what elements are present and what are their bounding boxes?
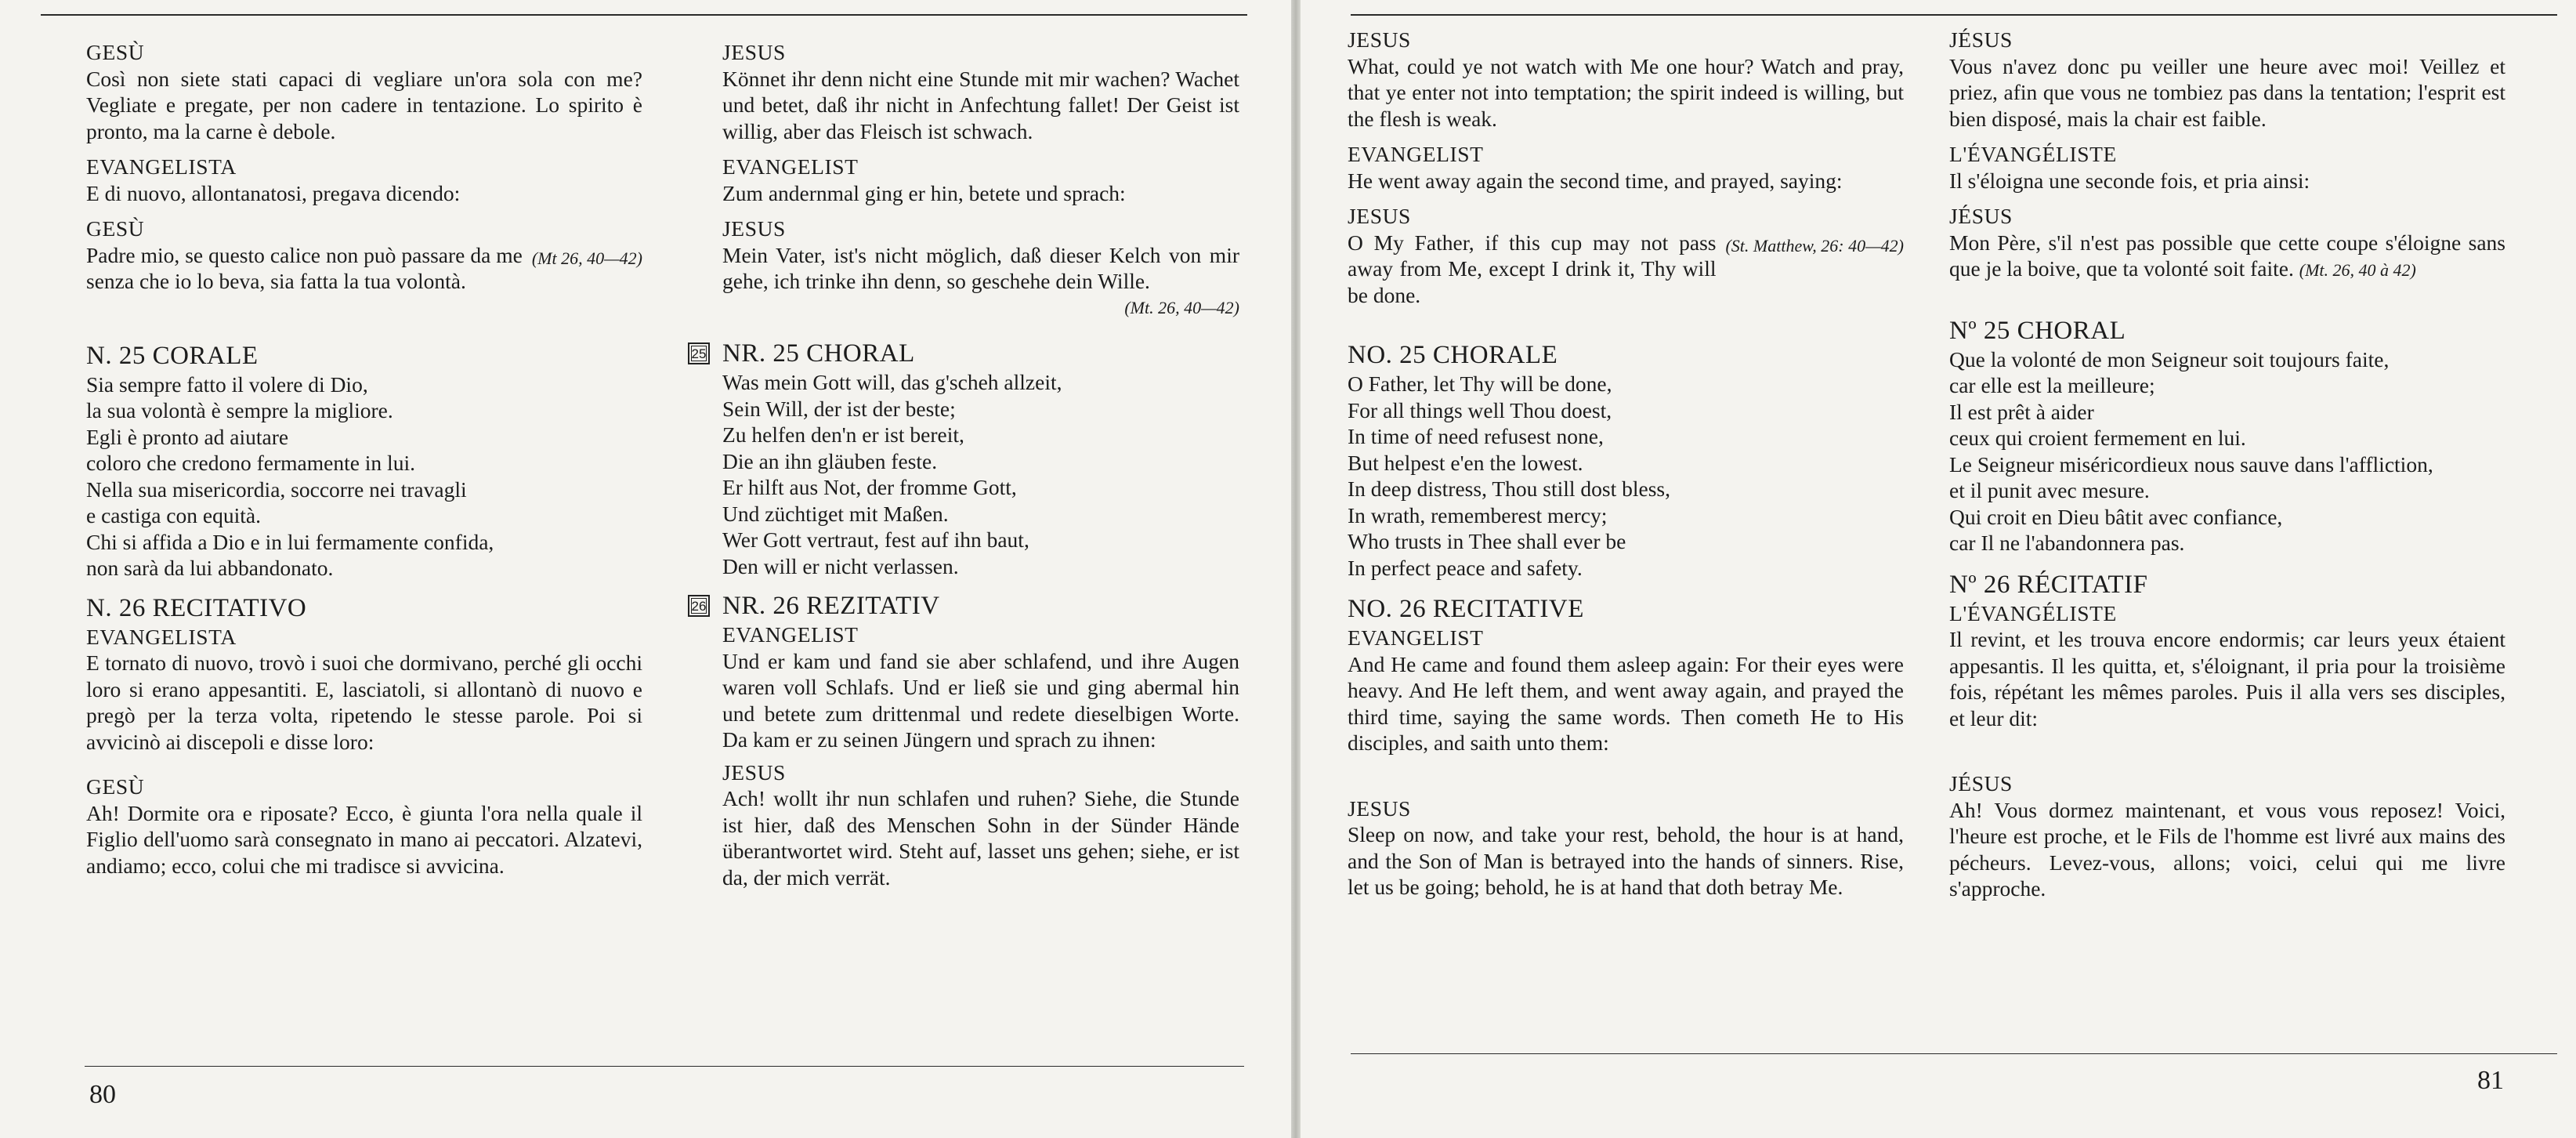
- verse-line: But helpest e'en the lowest.: [1348, 450, 1583, 475]
- section-title: NR. 25 CHORAL: [722, 339, 915, 368]
- speaker-label: EVANGELIST: [1348, 142, 1484, 166]
- chorale-lines: [722, 369, 1239, 579]
- verse-line: Was mein Gott will, das g'scheh allzeit,: [722, 370, 1062, 394]
- page-number: 81: [2477, 1066, 2504, 1095]
- page-number: 80: [89, 1080, 116, 1109]
- passage-text: Und er kam und fand sie aber schlafend, und ihre Augen waren voll Schlafs. Und er ließ sie und ging abermal hin und betete zum drittenmal und redete dieselbigen Worte. Da kam er zu seinen Jüngern und sprach zu ihnen:: [722, 648, 1239, 752]
- passage-text: What, could ye not watch with Me one hour? Watch and pray, that ye enter not into temptation; the spirit indeed is willing, but the flesh is weak.: [1348, 53, 1904, 131]
- top-rule: [41, 14, 1247, 16]
- verse-line: Den will er nicht verlassen.: [722, 553, 959, 578]
- verse-line: coloro che credono fermamente in lui.: [86, 451, 415, 475]
- speaker-label: JESUS: [1348, 796, 1411, 821]
- verse-line: In time of need refusest none,: [1348, 424, 1604, 448]
- verse-line: In deep distress, Thou still dost bless,: [1348, 477, 1670, 501]
- speaker-label: JÉSUS: [1949, 27, 2013, 52]
- speaker-label: EVANGELISTA: [86, 154, 237, 179]
- passage-text: (St. Matthew, 26: 40—42) O My Father, if this cup may not pass away from Me, except I drink it, Thy will be done.: [1348, 230, 1904, 307]
- speaker-label: EVANGELIST: [722, 622, 859, 647]
- speaker-label: GESÙ: [86, 216, 145, 241]
- english-column: [1348, 27, 1904, 901]
- book-gutter: [1291, 0, 1301, 1138]
- bottom-rule: [1351, 1053, 2557, 1054]
- passage-text: (Mt 26, 40—42) Padre mio, se questo calice non può passare da me senza che io lo beva, sia fatta la tua volontà.: [86, 242, 642, 293]
- passage-text: Zum andernmal ging er hin, betete und sprach:: [722, 180, 1126, 205]
- verse-line: Die an ihn gläuben feste.: [722, 448, 938, 473]
- section-title: NO. 25 CHORALE: [1348, 341, 1558, 369]
- french-column: [1949, 27, 2505, 902]
- german-column: [691, 39, 1239, 890]
- passage-text: E tornato di nuovo, trovò i suoi che dormivano, perché gli occhi loro si erano appesantiti. E, lasciatoli, si allontanò di nuovo e pregò per la terza volta, ripetendo le stesse parole. Poi si avvicinò ai discepoli e disse loro:: [86, 651, 642, 754]
- verse-line: Il est prêt à aider: [1949, 399, 2094, 424]
- section-title: N. 26 RECITATIVO: [86, 593, 307, 622]
- section-heading: [691, 338, 1239, 369]
- section-heading: [691, 590, 1239, 622]
- verse-line: Er hilft aus Not, der fromme Gott,: [722, 475, 1017, 499]
- verse-line: Wer Gott vertraut, fest auf ihn baut,: [722, 527, 1029, 552]
- passage-text: Il s'éloigna une seconde fois, et pria ainsi:: [1949, 168, 2310, 193]
- verse-line: Le Seigneur miséricordieux nous sauve dans l'affliction,: [1949, 451, 2433, 477]
- speaker-label: EVANGELIST: [722, 154, 859, 179]
- verse-line: non sarà da lui abbandonato.: [86, 556, 334, 580]
- verse-line: Chi si affida a Dio e in lui fermamente confida,: [86, 529, 494, 554]
- passage-text: Il revint, et les trouva encore endormis; car leurs yeux étaient appesantis. Il les quitta, et, s'éloignant, il pria pour la troisième fois, répétant les mêmes paroles. Puis il alla vers ses disciples, et leur dit:: [1949, 627, 2505, 730]
- verse-line: In perfect peace and safety.: [1348, 555, 1583, 580]
- verse-line: la sua volontà è sempre la migliore.: [86, 398, 393, 422]
- verse-line: Nella sua misericordia, soccorre nei travagli: [86, 477, 467, 502]
- verse-line: Sein Will, der ist der beste;: [722, 396, 956, 421]
- chorale-lines: [1949, 346, 2505, 556]
- speaker-label: L'ÉVANGÉLISTE: [1949, 142, 2117, 166]
- verse-line: O Father, let Thy will be done,: [1348, 371, 1612, 396]
- speaker-label: JESUS: [722, 216, 786, 241]
- verse-line: Who trusts in Thee shall ever be: [1348, 529, 1626, 553]
- verse-line: Egli è pronto ad aiutare: [86, 424, 289, 449]
- chorale-lines: [1348, 371, 1904, 581]
- verse-line: For all things well Thou doest,: [1348, 397, 1612, 422]
- verse-line: Zu helfen den'n er ist bereit,: [722, 422, 964, 447]
- section-title: N. 25 CORALE: [86, 341, 259, 370]
- chorale-lines: [86, 371, 642, 582]
- passage-text: E di nuovo, allontanatosi, pregava dicendo:: [86, 180, 461, 205]
- passage-text: He went away again the second time, and prayed, saying:: [1348, 168, 1843, 193]
- passage-text: Ah! Dormite ora e riposate? Ecco, è giunta l'ora nella quale il Figlio dell'uomo sarà consegnato in mano ai peccatori. Alzatevi, andiamo; ecco, colui che mi tradisce si avvicina.: [86, 800, 642, 878]
- verse-line: Und züchtiget mit Maßen.: [722, 501, 949, 526]
- verse-line: In wrath, rememberest mercy;: [1348, 502, 1608, 527]
- passage-reference: (Mt. 26, 40—42): [1124, 297, 1239, 317]
- speaker-label: GESÙ: [86, 774, 145, 799]
- verse-line: car Il ne l'abandonnera pas.: [1949, 531, 2185, 555]
- bottom-rule: [85, 1066, 1244, 1067]
- passage-text: Così non siete stati capaci di vegliare un'ora sola con me? Vegliate e pregate, per non cadere in tentazione. Lo spirito è pronto, ma la carne è debole.: [86, 66, 642, 143]
- passage-text: Mein Vater, ist's nicht möglich, daß dieser Kelch von mir gehe, ich trinke ihn denn, so geschehe dein Wille.: [722, 242, 1239, 293]
- speaker-label: JESUS: [1348, 27, 1411, 52]
- verse-line: car elle est la meilleure;: [1949, 373, 2155, 397]
- section-title: Nº 26 RÉCITATIF: [1949, 570, 2148, 599]
- right-page: [1301, 0, 2576, 1138]
- verse-line: ceux qui croient fermement en lui.: [1949, 426, 2246, 450]
- speaker-label: JÉSUS: [1949, 771, 2013, 796]
- passage-text: Könnet ihr denn nicht eine Stunde mit mir wachen? Wachet und betet, daß ihr nicht in Anfechtung fallet! Der Geist ist willig, aber das Fleisch ist schwach.: [722, 66, 1239, 143]
- section-title: NO. 26 RECITATIVE: [1348, 595, 1584, 623]
- passage-text: Mon Père, s'il n'est pas possible que cette coupe s'éloigne sans que je la boive, que ta volonté soit faite. (Mt. 26, 40 à 42): [1949, 230, 2505, 281]
- section-title: Nº 25 CHORAL: [1949, 316, 2126, 345]
- passage-text: Ah! Vous dormez maintenant, et vous vous reposez! Voici, l'heure est proche, et le Fils de l'homme est livré aux mains des pécheurs. Levez-vous, allons; voici, celui qui me livre s'approche.: [1949, 797, 2505, 901]
- passage-reference: (Mt 26, 40—42): [531, 248, 642, 268]
- speaker-label: EVANGELISTA: [86, 624, 237, 649]
- speaker-label: JESUS: [722, 40, 786, 64]
- passage-text: Vous n'avez donc pu veiller une heure avec moi! Veillez et priez, afin que vous ne tombiez pas dans la tentation; l'esprit est bien disposé, mais la chair est faible.: [1949, 53, 2505, 131]
- section-title: NR. 26 REZITATIV: [722, 592, 940, 620]
- passage-reference: (St. Matthew, 26: 40—42): [1725, 235, 1904, 256]
- passage-reference: (Mt. 26, 40 à 42): [2299, 260, 2416, 280]
- top-rule: [1351, 14, 2557, 16]
- section-number-box: 26: [688, 595, 710, 617]
- speaker-label: JESUS: [722, 759, 786, 785]
- speaker-label: EVANGELIST: [1348, 625, 1484, 650]
- speaker-label: JÉSUS: [1949, 204, 2013, 228]
- verse-line: Que la volonté de mon Seigneur soit toujours faite,: [1949, 346, 2390, 371]
- speaker-label: JESUS: [1348, 204, 1411, 228]
- italian-column: [86, 39, 642, 879]
- speaker-label: GESÙ: [86, 40, 145, 64]
- passage-text: Ach! wollt ihr nun schlafen und ruhen? Siehe, die Stunde ist hier, daß des Menschen Sohn in der Sünder Hände überantwortet wird. Steht auf, lasset uns gehen; siehe, er ist da, der mich verrät.: [722, 786, 1239, 890]
- passage-text: Sleep on now, and take your rest, behold, the hour is at hand, and the Son of Man is betrayed into the hands of sinners. Rise, let us be going; behold, he is at hand that doth betray Me.: [1348, 822, 1904, 899]
- verse-line: Sia sempre fatto il volere di Dio,: [86, 371, 368, 397]
- passage-text: And He came and found them asleep again: For their eyes were heavy. And He left them, and went away again, and prayed the third time, saying the same words. Then cometh He to His disciples, and saith unto them:: [1348, 651, 1904, 755]
- verse-line: et il punit avec mesure.: [1949, 478, 2150, 502]
- verse-line: Qui croit en Dieu bâtit avec confiance,: [1949, 504, 2283, 529]
- speaker-label: L'ÉVANGÉLISTE: [1949, 600, 2117, 625]
- section-number-box: 25: [688, 342, 710, 364]
- verse-line: e castiga con equità.: [86, 503, 261, 527]
